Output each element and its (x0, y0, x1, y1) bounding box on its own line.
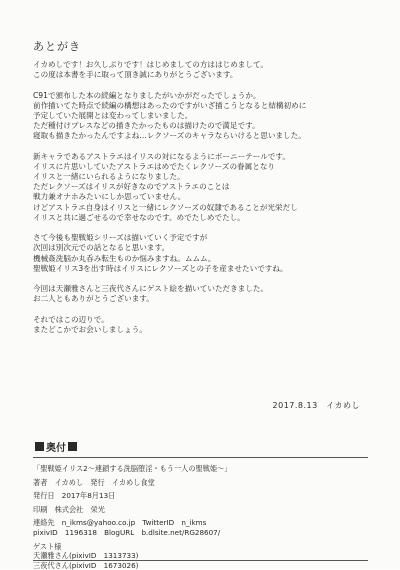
afterword-line: お二人ともありがとうございます。 (33, 294, 154, 304)
afterword-line: イカめしです！お久しぶりです！はじめましての方ははじめまして。 (33, 60, 269, 69)
afterword-line: 寝取も描きたかったんですよね…レクソーズのキャラならいけると思いました。 (33, 131, 306, 141)
colophon-pixiv: pixivID 1196318 BlogURL b.dlsite.net/RG28607/ (33, 527, 221, 537)
afterword-line: C91で頒布した本の続編となりましたがいかがだったでしょうか。 (33, 90, 261, 100)
colophon (33, 440, 368, 570)
colophon-details (33, 464, 368, 570)
afterword-line: 今回は天瀬雅さんと三夜代さんにゲスト絵を描いていただきました。 (33, 284, 269, 294)
colophon-contact: 連絡先 n_ikms@yahoo.co.jp TwitterID n_ikms (33, 518, 207, 528)
afterword-line: ただ種付けプレスなどの描きたかったものは描けたので満足です。 (33, 121, 260, 131)
afterword-line: 聖戦姫イリス3を出す時はイリスにレクソーズとの子を産ませたいですね。 (33, 263, 288, 273)
afterword-paragraph (33, 284, 373, 304)
colophon-book-title: 「聖戦姫イリス2～連鎖する洗脳堕淫・もう一人の聖戦姫～」 (33, 464, 232, 473)
square-bullet-icon (68, 442, 77, 451)
afterword-paragraph (33, 152, 373, 223)
afterword-line: さて今後も聖戦姫シリーズは描いていく予定ですが (33, 233, 208, 243)
square-bullet-icon (35, 442, 44, 451)
afterword-title: あとがき (33, 40, 81, 53)
colophon-divider (33, 560, 368, 561)
colophon-printer: 印刷 株式会社 栄光 (33, 504, 105, 514)
colophon-divider (33, 457, 368, 458)
afterword-line: 前作描いてた時点で続編の構想はあったのですがいざ描こうとなると結構初めに (33, 100, 307, 110)
colophon-title: 奥付 (46, 443, 66, 454)
afterword-paragraph (33, 91, 373, 142)
afterword-line: 機械姦洗脳か丸呑み転生ものか悩みますね。ムムム。 (33, 253, 216, 263)
afterword-paragraph (33, 315, 373, 335)
afterword-signature: 2017.8.13 イカめし (272, 401, 360, 410)
colophon-guest: 天瀬雅さん(pixivID 1313733) (33, 551, 139, 561)
afterword-paragraph (33, 60, 373, 80)
colophon-heading (33, 440, 368, 453)
afterword-line: イリスと共に過ごせるので幸せなのです。めでたしめでたし。 (33, 212, 245, 222)
afterword-line: けどアストラエ自身はイリスと一緒にレクソーズの奴隷であることが光栄だし (33, 202, 298, 212)
afterword-line: ただレクソーズはイリスが好きなのでアストラエのことは (33, 182, 230, 192)
colophon-author: 著者 イカめし 発行 イカめし食堂 (33, 477, 155, 487)
afterword-line: またどこかでお会いしましょう。 (33, 324, 147, 334)
colophon-date: 発行日 2017年8月13日 (33, 491, 116, 501)
afterword-line: 予定していた展開とは変わってしまいました。 (33, 110, 193, 120)
afterword-line: この度は本書を手に取って頂き誠にありがとうございます。 (33, 70, 238, 80)
afterword-line: 戦力兼オナホみたいにしか思っていません。 (33, 192, 186, 202)
afterword-line: それではこの辺りで。 (33, 314, 109, 324)
colophon-guest: 三夜代さん(pixivID 1673026) (33, 560, 139, 570)
afterword-line: イリスに片思いしていたアストラエはめでたくレクソーズの眷属となり (33, 161, 276, 171)
colophon-guests-label: ゲスト様 (33, 541, 62, 551)
afterword-line: イリスと一緒にいられるようになりました。 (33, 172, 185, 182)
afterword-body (33, 60, 373, 345)
afterword-line: 次回は別次元での話となると思います。 (33, 243, 170, 253)
afterword-line: 新キャラであるアストラエはイリスの対になるようにボーニーテールです。 (33, 151, 290, 161)
afterword-paragraph (33, 233, 373, 274)
